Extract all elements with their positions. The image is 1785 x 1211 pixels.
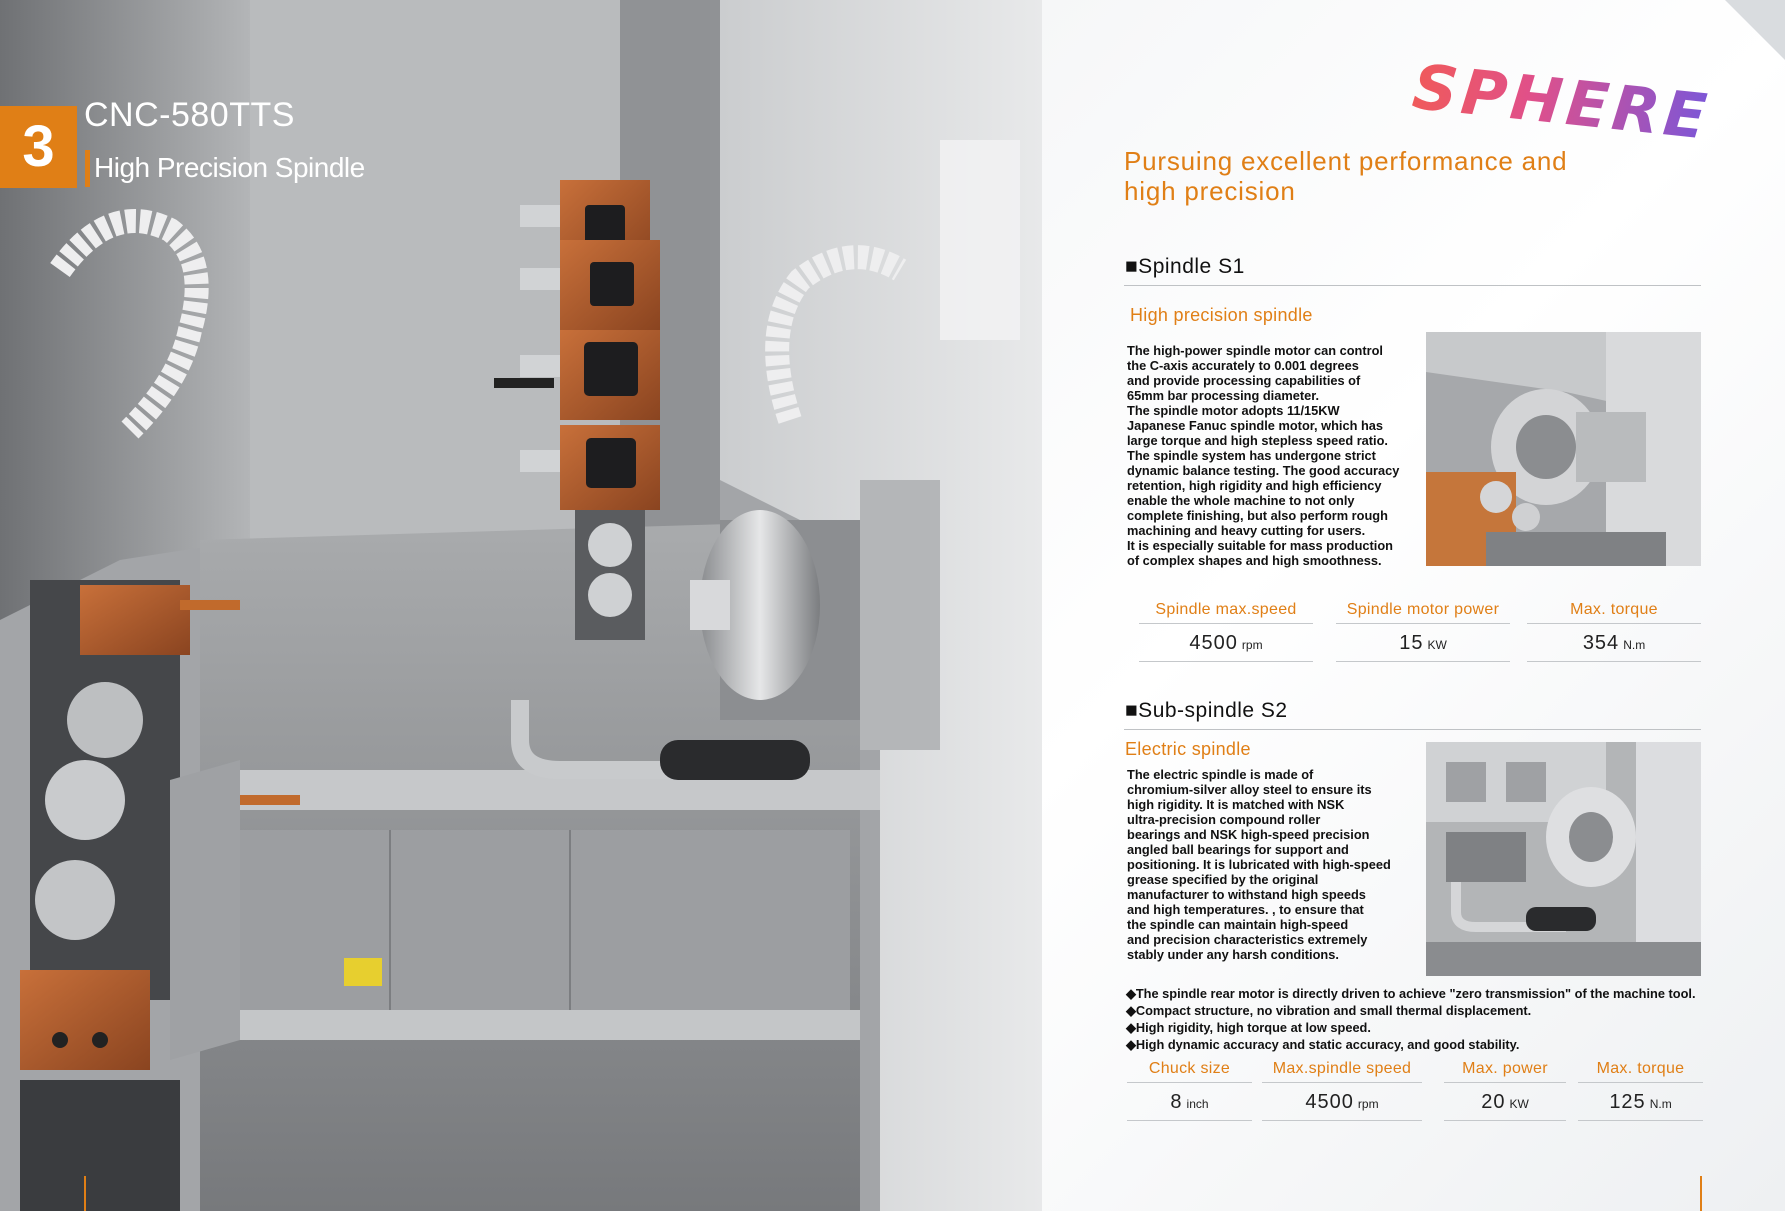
s1-heading: ■Spindle S1 bbox=[1125, 255, 1245, 278]
page-corner bbox=[1725, 0, 1785, 60]
spec-value: 354 bbox=[1582, 632, 1620, 654]
spec-unit: KW bbox=[1509, 1097, 1529, 1111]
s2-subheading: Electric spindle bbox=[1125, 739, 1251, 759]
spec-label: Max.spindle speed bbox=[1262, 1060, 1422, 1083]
s1-divider bbox=[1124, 285, 1701, 286]
s1-spindle-photo bbox=[1426, 332, 1701, 566]
section-number-badge: 3 bbox=[0, 106, 77, 188]
model-name: CNC-580TTS bbox=[84, 96, 295, 134]
spec-label: Max. torque bbox=[1578, 1060, 1703, 1083]
spec-value: 4500 bbox=[1189, 632, 1238, 654]
spec-unit: N.m bbox=[1649, 1097, 1672, 1111]
spec-unit: N.m bbox=[1623, 638, 1646, 652]
s2-divider bbox=[1124, 729, 1701, 730]
s1-description: The high-power spindle motor can control the C-axis accurately to 0.001 degrees and provide processing capabilities of 65mm bar processing diameter. The spindle motor adopts 11/15KW Japanese Fanuc spindle motor, which has large torque and high stepless speed ratio. The spindle system has undergone strict dynamic balance testing. The good accuracy retention, high rigidity and high efficiency enable the whole machine to not only complete finishing, but also perform rough machining and heavy cutting for users. It is especially suitable for mass production of complex shapes and high smoothness. bbox=[1127, 343, 1400, 568]
s1-subheading: High precision spindle bbox=[1130, 305, 1313, 325]
s2-heading: ■Sub-spindle S2 bbox=[1125, 699, 1288, 722]
s2-spindle-photo bbox=[1426, 742, 1701, 976]
spec-label: Max. torque bbox=[1527, 601, 1701, 624]
spec-value: 4500 bbox=[1305, 1091, 1354, 1113]
spec-label: Spindle max.speed bbox=[1139, 601, 1313, 624]
page-marker-left bbox=[84, 1176, 86, 1211]
spec-value: 8 bbox=[1170, 1091, 1183, 1113]
brand-logo: SPHERE bbox=[1409, 50, 1714, 154]
feature-item: ◆Compact structure, no vibration and small thermal displacement. bbox=[1126, 1003, 1532, 1018]
feature-item: ◆High rigidity, high torque at low speed. bbox=[1126, 1020, 1371, 1035]
feature-item: ◆The spindle rear motor is directly driven to achieve "zero transmission" of the machine tool. bbox=[1126, 986, 1696, 1001]
spec-unit: KW bbox=[1427, 638, 1447, 652]
spec-value: 20 bbox=[1481, 1091, 1506, 1113]
s1-spec-motor-power bbox=[1336, 601, 1510, 662]
s2-spec-max-power bbox=[1444, 1060, 1566, 1121]
page-tagline: Pursuing excellent performance and high precision bbox=[1124, 146, 1568, 206]
spec-label: Chuck size bbox=[1127, 1060, 1252, 1083]
feature-item: ◆High dynamic accuracy and static accuracy, and good stability. bbox=[1126, 1037, 1520, 1052]
spec-unit: rpm bbox=[1357, 1097, 1379, 1111]
s2-spec-max-speed bbox=[1262, 1060, 1422, 1121]
section-subtitle: High Precision Spindle bbox=[94, 152, 365, 183]
spec-value: 15 bbox=[1399, 632, 1424, 654]
s2-description: The electric spindle is made of chromium-silver alloy steel to ensure its high rigidity. It is matched with NSK ultra-precision compound roller bearings and NSK high-speed precision angled ball bearings for support and positioning. It is lubricated with high-speed grease specified by the original manufacturer to withstand high speeds and high temperatures. , to ensure that the spindle can maintain high-speed and precision characteristics extremely stably under any harsh conditions. bbox=[1127, 767, 1391, 962]
spec-unit: inch bbox=[1186, 1097, 1209, 1111]
s2-spec-chuck-size bbox=[1127, 1060, 1252, 1121]
title-accent-bar bbox=[85, 150, 90, 187]
spec-value: 125 bbox=[1609, 1091, 1646, 1113]
s1-spec-max-speed bbox=[1139, 601, 1313, 662]
s1-spec-max-torque bbox=[1527, 601, 1701, 662]
page-marker-right bbox=[1700, 1176, 1702, 1211]
spec-label: Spindle motor power bbox=[1336, 601, 1510, 624]
s2-feature-list bbox=[1126, 985, 1696, 1053]
spec-unit: rpm bbox=[1241, 638, 1263, 652]
spec-label: Max. power bbox=[1444, 1060, 1566, 1083]
s2-spec-max-torque bbox=[1578, 1060, 1703, 1121]
